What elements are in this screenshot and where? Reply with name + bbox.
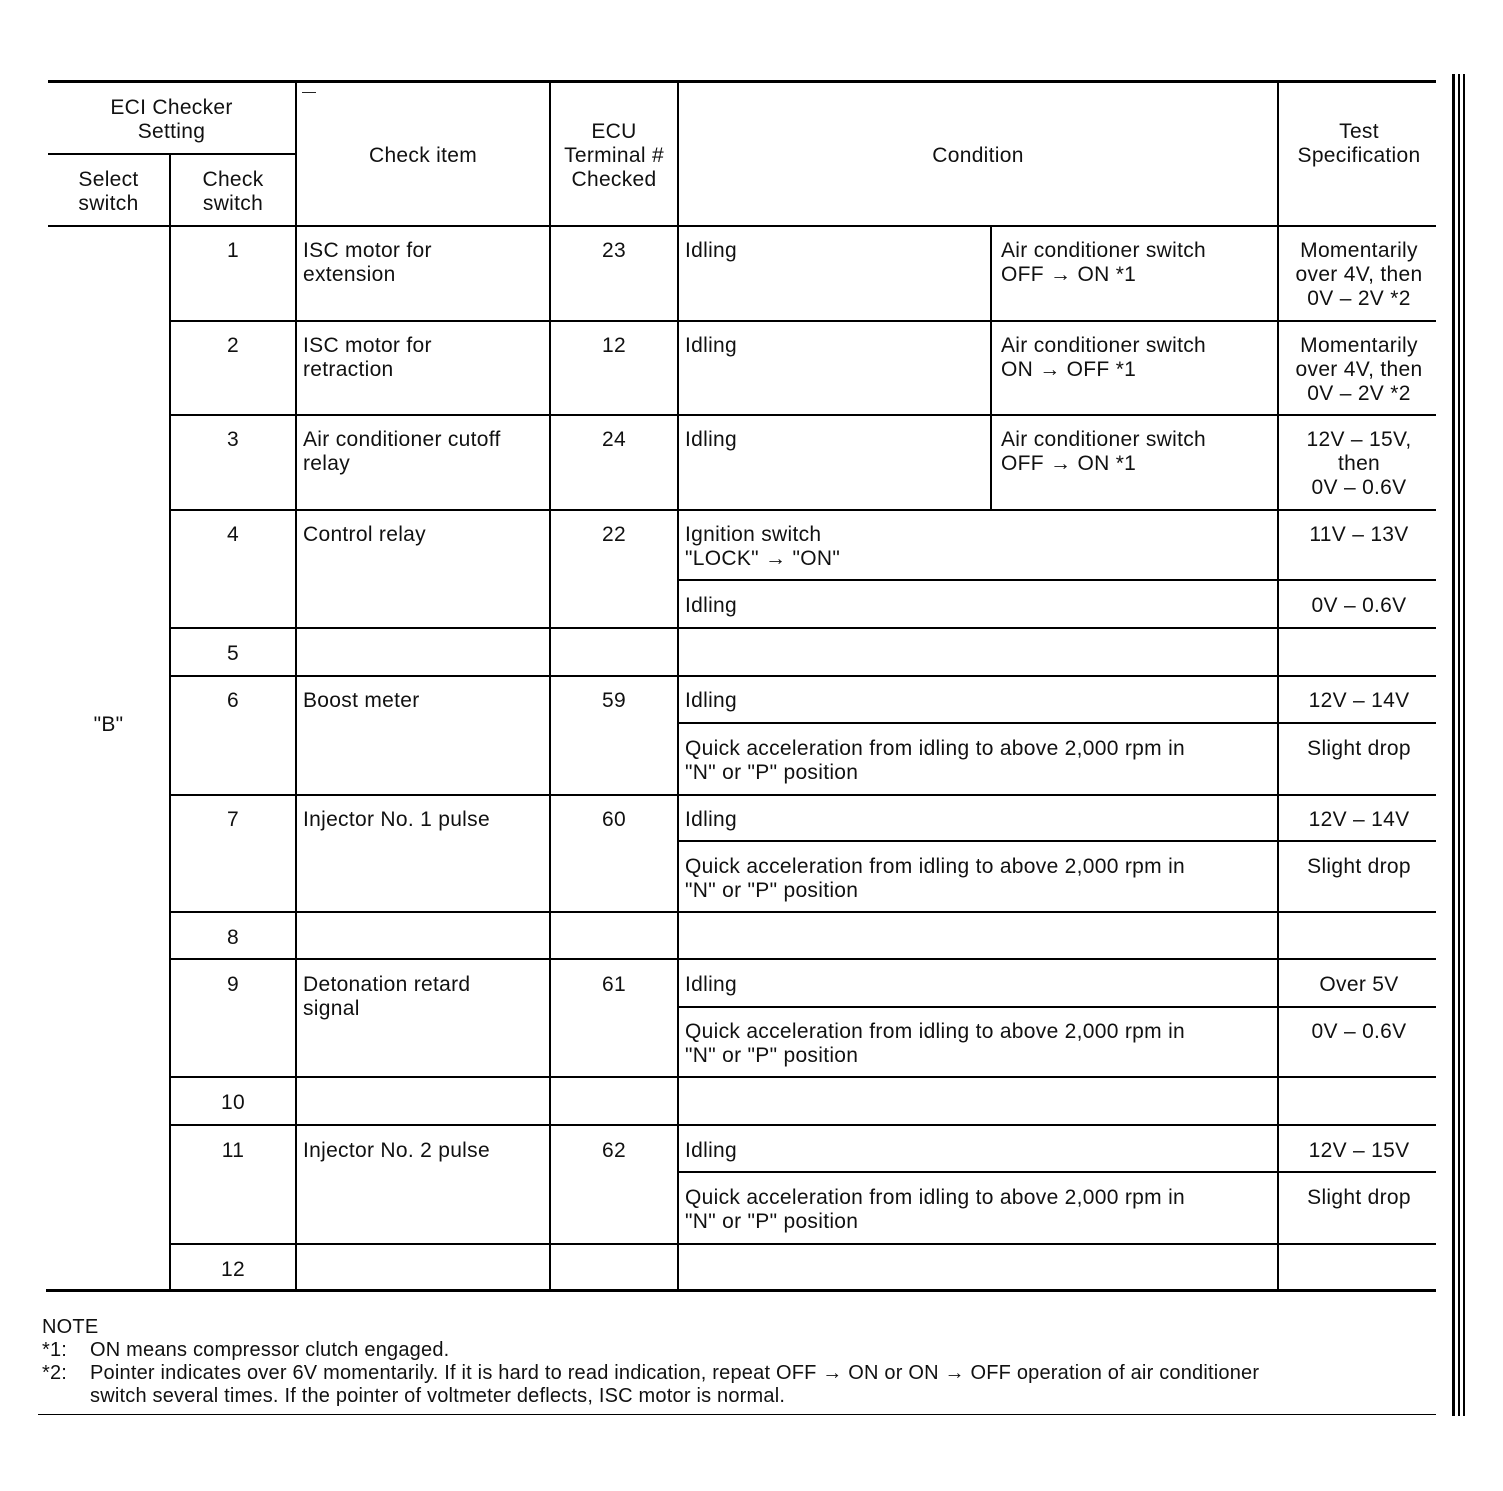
note-2-marker: *2:	[42, 1362, 68, 1384]
check-switch-number: 10	[221, 1091, 245, 1114]
row-line	[170, 320, 1436, 322]
header-ecu-terminal: ECU Terminal # Checked	[564, 120, 664, 191]
subrow-line	[678, 840, 1436, 842]
test-spec-text: Slight drop	[1307, 855, 1411, 878]
check-switch-number: 3	[227, 428, 239, 451]
note-1-marker: *1:	[42, 1339, 68, 1361]
row-line	[170, 1243, 1436, 1245]
test-spec-text: 0V – 0.6V	[1311, 1020, 1407, 1043]
test-spec-text: Momentarily over 4V, then 0V – 2V *2	[1295, 239, 1423, 310]
test-spec-text: 12V – 14V	[1308, 689, 1410, 712]
condition-text: Idling	[685, 334, 738, 357]
ecu-terminal-number: 60	[602, 808, 626, 831]
test-spec-text: Over 5V	[1319, 973, 1399, 996]
subrow-line	[678, 722, 1436, 724]
check-item-text: Detonation retard signal	[303, 973, 471, 1020]
header-check-item: Check item	[368, 144, 478, 167]
page-edge-line	[1458, 74, 1460, 1416]
condition-text: Idling	[685, 808, 738, 831]
condition-text: Idling	[685, 689, 738, 712]
check-switch-number: 9	[227, 973, 239, 996]
test-spec-text: 12V – 15V, then 0V – 0.6V	[1306, 428, 1412, 499]
test-spec-text: Slight drop	[1307, 737, 1411, 760]
col-line-1	[169, 153, 171, 1291]
header-condition: Condition	[932, 144, 1024, 167]
condition-text: Ignition switch "LOCK" → "ON"	[685, 523, 841, 570]
condition-detail-text: Air conditioner switch OFF → ON *1	[1001, 239, 1207, 286]
check-item-text: Air conditioner cutoff relay	[303, 428, 501, 475]
row-line	[170, 794, 1436, 796]
test-spec-text: 0V – 0.6V	[1311, 594, 1407, 617]
ecu-terminal-number: 59	[602, 689, 626, 712]
check-switch-number: 7	[227, 808, 239, 831]
header-eci-checker-setting: ECI Checker Setting	[110, 96, 233, 143]
row-line	[170, 958, 1436, 960]
header-bottom-border	[48, 225, 1436, 227]
row-line	[170, 1076, 1436, 1078]
condition-text: Quick acceleration from idling to above 2,000 rpm in "N" or "P" position	[685, 1186, 1186, 1233]
condition-detail-text: Air conditioner switch ON → OFF *1	[1001, 334, 1207, 381]
row-line	[170, 509, 1436, 511]
header-test-specification: Test Specification	[1297, 120, 1421, 167]
check-switch-number: 8	[227, 926, 239, 949]
condition-text: Idling	[685, 239, 738, 262]
check-switch-number: 2	[227, 334, 239, 357]
check-item-text: Boost meter	[303, 689, 420, 712]
subrow-line	[678, 1171, 1436, 1173]
check-item-text: Injector No. 2 pulse	[303, 1139, 490, 1162]
col-line-2	[295, 82, 297, 1291]
test-spec-text: Momentarily over 4V, then 0V – 2V *2	[1295, 334, 1423, 405]
check-switch-number: 4	[227, 523, 239, 546]
test-spec-text: Slight drop	[1307, 1186, 1411, 1209]
table-top-border	[48, 80, 1436, 83]
table-bottom-border	[46, 1289, 1436, 1292]
check-item-text: Control relay	[303, 523, 426, 546]
page-edge-line	[1452, 74, 1455, 1416]
select-switch-value: "B"	[93, 713, 124, 736]
check-item-text: Injector No. 1 pulse	[303, 808, 490, 831]
condition-text: Idling	[685, 973, 738, 996]
col-line-condition-split	[990, 227, 992, 510]
check-switch-number: 5	[227, 642, 239, 665]
ecu-terminal-number: 23	[602, 239, 626, 262]
test-spec-text: 12V – 15V	[1308, 1139, 1410, 1162]
condition-text: Idling	[685, 428, 738, 451]
check-switch-number: 1	[227, 239, 239, 262]
note-1-text: ON means compressor clutch engaged.	[90, 1339, 450, 1361]
subrow-line	[678, 1006, 1436, 1008]
test-spec-text: 11V – 13V	[1309, 523, 1409, 546]
row-line	[170, 911, 1436, 913]
header-check-switch: Check switch	[202, 168, 264, 215]
condition-detail-text: Air conditioner switch OFF → ON *1	[1001, 428, 1207, 475]
subrow-line	[678, 579, 1436, 581]
ecu-terminal-number: 61	[602, 973, 626, 996]
row-line	[170, 1124, 1436, 1126]
check-item-text: ISC motor for extension	[303, 239, 432, 286]
col-line-3	[549, 82, 551, 1291]
ecu-terminal-number: 62	[602, 1139, 626, 1162]
condition-text: Quick acceleration from idling to above 2,000 rpm in "N" or "P" position	[685, 1020, 1186, 1067]
page-edge-line	[1463, 74, 1465, 1416]
note-2-text: Pointer indicates over 6V momentarily. If it is hard to read indication, repeat OFF → ON or ON → OFF operation of air conditioner switch several times. If the pointer of voltmeter deflects, ISC motor is normal.	[90, 1362, 1260, 1407]
row-line	[170, 675, 1436, 677]
ecu-terminal-number: 12	[602, 334, 626, 357]
header-group-divider	[48, 153, 296, 155]
header-dash-mark: —	[302, 83, 317, 99]
test-spec-text: 12V – 14V	[1308, 808, 1410, 831]
check-switch-number: 6	[227, 689, 239, 712]
row-line	[170, 414, 1436, 416]
condition-text: Idling	[685, 594, 738, 617]
col-line-4	[677, 82, 679, 1291]
check-switch-number: 11	[221, 1139, 245, 1162]
header-select-switch: Select switch	[78, 168, 139, 215]
notes-bottom-rule	[38, 1414, 1436, 1415]
check-item-text: ISC motor for retraction	[303, 334, 432, 381]
note-title: NOTE	[42, 1316, 99, 1338]
ecu-terminal-number: 24	[602, 428, 626, 451]
condition-text: Quick acceleration from idling to above 2,000 rpm in "N" or "P" position	[685, 737, 1186, 784]
ecu-terminal-number: 22	[602, 523, 626, 546]
condition-text: Idling	[685, 1139, 738, 1162]
condition-text: Quick acceleration from idling to above 2,000 rpm in "N" or "P" position	[685, 855, 1186, 902]
check-switch-number: 12	[221, 1258, 245, 1281]
row-line	[170, 627, 1436, 629]
